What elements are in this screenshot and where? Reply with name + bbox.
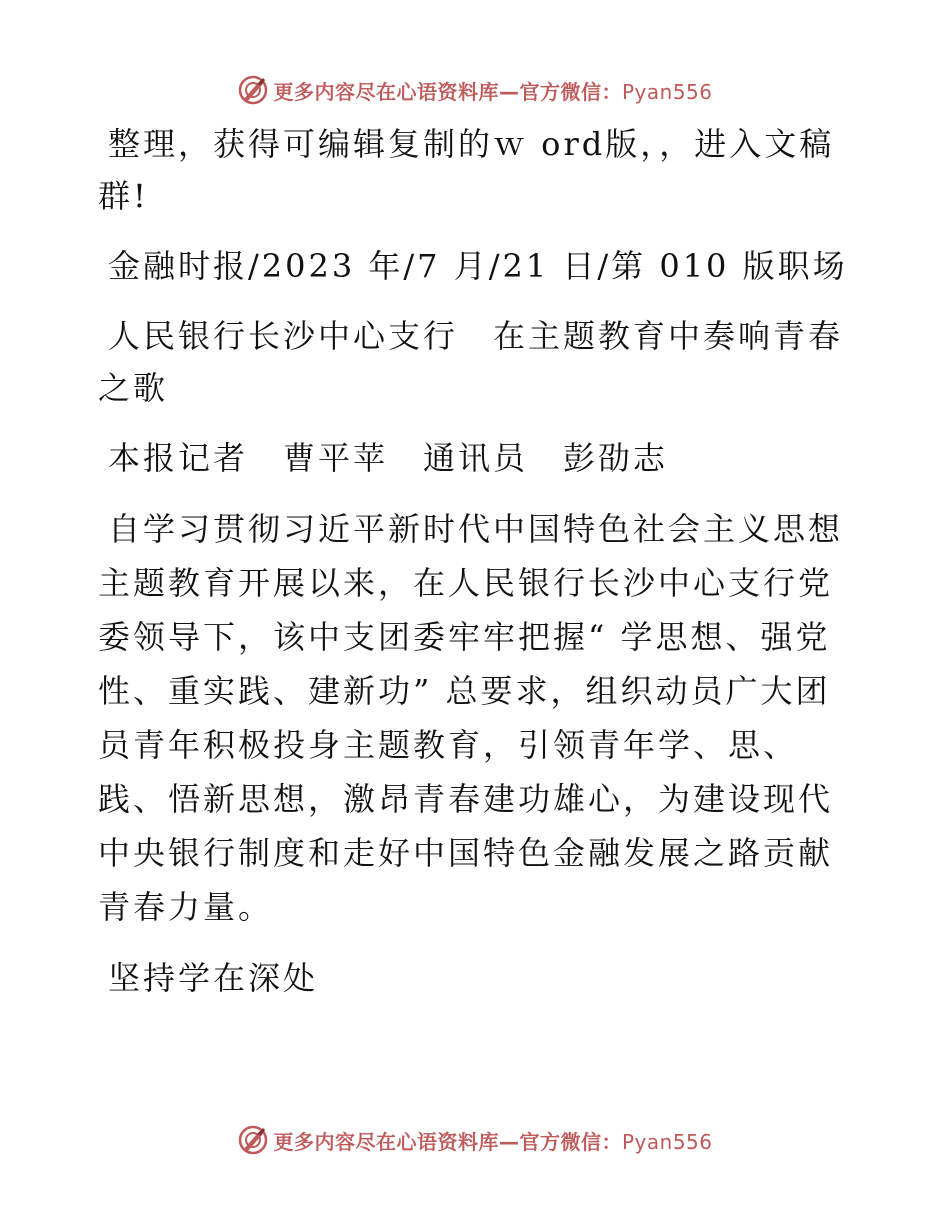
source-line: 金融时报/2023 年/7 月/21 日/第 010 版职场 — [108, 247, 848, 285]
watermark-text: 更多内容尽在心语资料库—官方微信：Pyan556 — [273, 1129, 713, 1154]
pen-logo-icon — [237, 1124, 269, 1156]
byline: 本报记者 曹平苹 通讯员 彭劭志 — [108, 439, 669, 477]
document-body — [98, 118, 858, 1022]
section-heading: 坚持学在深处 — [108, 959, 319, 997]
article-title: 人民银行长沙中心支行 在主题教育中奏响青春之歌 — [98, 317, 844, 407]
intro-note: 整理，获得可编辑复制的ｗ ord版，，进入文稿群! — [98, 125, 835, 215]
header-watermark — [0, 70, 950, 110]
body-paragraph: 自学习贯彻习近平新时代中国特色社会主义思想主题教育开展以来，在人民银行长沙中心支行党委领导下，该中支团委牢牢把握“ 学思想、强党性、重实践、建新功” 总要求，组织动员广大团员青年积极投身主题教育，引领青年学、思、践、悟新思想，激昂青春建功雄心，为建设现代中央银行制度和走好中国特色金融发展之路贡献青春力量。 — [98, 510, 844, 926]
footer-watermark — [0, 1120, 950, 1160]
watermark-text: 更多内容尽在心语资料库—官方微信：Pyan556 — [273, 79, 713, 104]
pen-logo-icon — [237, 74, 269, 106]
